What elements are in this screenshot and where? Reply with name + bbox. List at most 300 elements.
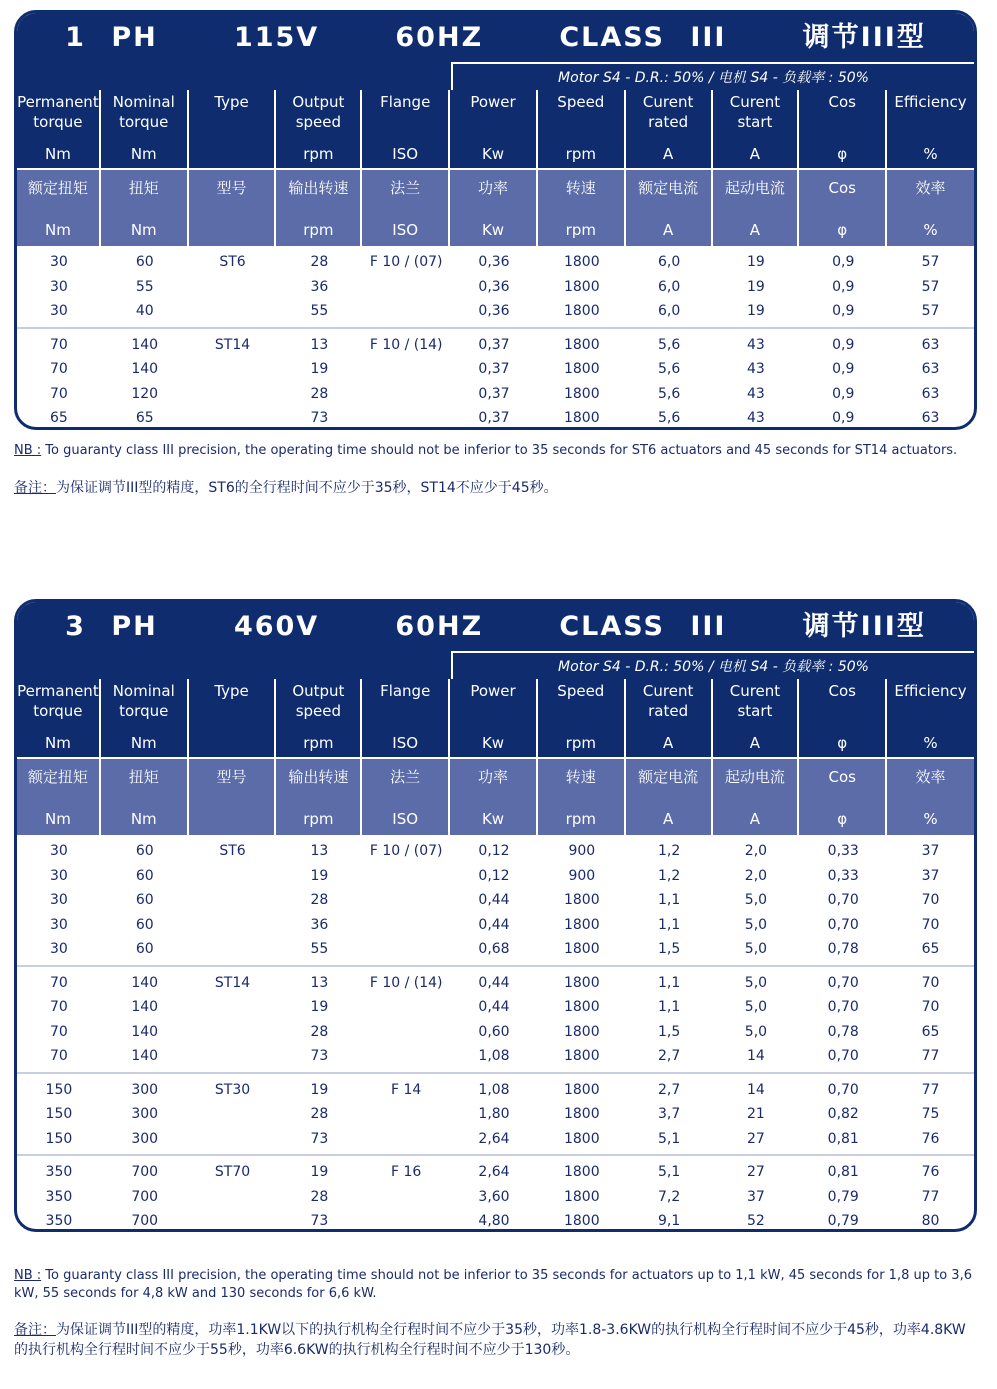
cell-cos-phi: 0,81 — [827, 1130, 859, 1147]
cell-cos-phi: 0,81 — [827, 1164, 859, 1181]
cell-cos-phi: 0,9 — [832, 385, 855, 402]
header-unit: % — [923, 221, 938, 239]
cell-output-speed: 36 — [310, 278, 329, 295]
cell-speed: 1800 — [563, 336, 600, 353]
cell-speed: 1800 — [563, 1130, 600, 1147]
header-unit: rpm — [565, 221, 596, 239]
cell-power: 0,12 — [478, 867, 510, 884]
cell-output-speed: 19 — [310, 1164, 329, 1181]
cell-current-rated: 7,2 — [657, 1188, 681, 1205]
cell-current-rated: 5,6 — [657, 361, 681, 378]
cell-current-start: 14 — [747, 1048, 765, 1065]
cell-efficiency: 77 — [921, 1048, 940, 1065]
header-nominal-torque — [101, 679, 189, 757]
cell-current-rated: 1,2 — [657, 843, 681, 860]
cell-permanent-torque: 350 — [45, 1188, 73, 1205]
header-type — [189, 679, 277, 757]
header-unit: rpm — [565, 810, 596, 828]
header-unit: φ — [837, 810, 848, 828]
cell-current-start: 52 — [747, 1213, 765, 1230]
row-group — [17, 1074, 974, 1157]
table1-header-en — [17, 90, 974, 168]
header-unit: A — [749, 145, 761, 163]
cell-current-rated: 1,5 — [657, 1023, 681, 1040]
cell-nominal-torque: 60 — [135, 254, 154, 271]
cell-cos-phi: 0,70 — [827, 1081, 859, 1098]
table1-panel — [14, 10, 977, 430]
cell-efficiency: 63 — [921, 410, 940, 427]
cell-cos-phi: 0,33 — [827, 843, 859, 860]
cell-current-start: 27 — [747, 1164, 765, 1181]
header-label: Type — [214, 93, 249, 111]
cell-type: ST14 — [214, 336, 251, 353]
cell-flange: F 10 / (14) — [369, 974, 443, 991]
cell-efficiency: 76 — [921, 1130, 940, 1147]
cell-output-speed: 13 — [310, 843, 329, 860]
header-label: Curent rated — [642, 682, 694, 720]
cell-nominal-torque: 40 — [135, 303, 154, 320]
table-row — [17, 839, 974, 864]
cell-current-start: 43 — [747, 410, 765, 427]
cell-current-start: 2,0 — [744, 843, 768, 860]
header-unit: % — [923, 145, 938, 163]
table2-panel — [14, 599, 977, 1232]
cell-current-start: 5,0 — [744, 916, 768, 933]
cell-cos-phi: 0,70 — [827, 892, 859, 909]
cell-current-rated: 1,1 — [657, 999, 681, 1016]
cell-speed: 1800 — [563, 1081, 600, 1098]
header-unit: % — [923, 810, 938, 828]
cell-output-speed: 28 — [310, 385, 329, 402]
header-cos-phi — [799, 168, 887, 246]
cell-power: 0,37 — [478, 385, 510, 402]
cell-cos-phi: 0,9 — [832, 303, 855, 320]
table2-title: 3 PH 460V 60HZ CLASS III 调节III型 — [17, 602, 974, 651]
note-label: 备注： — [14, 1322, 56, 1338]
header-unit: Kw — [481, 145, 505, 163]
cell-permanent-torque: 70 — [50, 999, 68, 1016]
header-current-rated — [626, 679, 713, 757]
header-label: 型号 — [216, 768, 247, 786]
cell-output-speed: 13 — [310, 336, 329, 353]
cell-efficiency: 76 — [921, 1164, 940, 1181]
header-unit: rpm — [303, 734, 334, 752]
cell-current-rated: 1,1 — [657, 916, 681, 933]
cell-output-speed: 13 — [310, 974, 329, 991]
cell-current-start: 5,0 — [744, 999, 768, 1016]
header-output-speed — [276, 679, 362, 757]
header-label: 型号 — [216, 179, 247, 197]
cell-nominal-torque: 140 — [131, 999, 159, 1016]
row-group — [17, 967, 974, 1074]
table-row — [17, 913, 974, 938]
cell-speed: 1800 — [563, 974, 600, 991]
cell-current-start: 5,0 — [744, 941, 768, 958]
cell-type: ST6 — [219, 254, 246, 271]
header-cos-phi — [799, 757, 887, 835]
header-flange — [362, 679, 450, 757]
header-label: 转速 — [565, 768, 596, 786]
cell-cos-phi: 0,9 — [832, 254, 855, 271]
cell-cos-phi: 0,70 — [827, 999, 859, 1016]
cell-cos-phi: 0,70 — [827, 974, 859, 991]
header-label: 输出转速 — [288, 179, 349, 197]
cell-output-speed: 28 — [310, 254, 329, 271]
cell-output-speed: 19 — [310, 361, 329, 378]
cell-output-speed: 28 — [310, 892, 329, 909]
header-label: 扭矩 — [128, 768, 159, 786]
cell-cos-phi: 0,70 — [827, 916, 859, 933]
cell-permanent-torque: 70 — [50, 1048, 68, 1065]
cell-power: 0,36 — [478, 303, 510, 320]
row-group — [17, 246, 974, 329]
header-speed — [538, 757, 626, 835]
cell-current-start: 27 — [747, 1130, 765, 1147]
cell-speed: 1800 — [563, 254, 600, 271]
cell-power: 0,36 — [478, 254, 510, 271]
header-label: Speed — [557, 93, 605, 111]
header-label: Nominal torque — [112, 682, 175, 720]
cell-type: ST6 — [219, 843, 246, 860]
cell-power: 0,60 — [478, 1023, 510, 1040]
header-unit: rpm — [303, 221, 334, 239]
cell-speed: 1800 — [563, 410, 600, 427]
cell-current-start: 19 — [747, 254, 765, 271]
cell-nominal-torque: 60 — [135, 916, 154, 933]
cell-speed: 1800 — [563, 361, 600, 378]
table1-title: 1 PH 115V 60HZ CLASS III 调节III型 — [17, 13, 974, 62]
cell-current-rated: 5,6 — [657, 410, 681, 427]
cell-cos-phi: 0,9 — [832, 336, 855, 353]
cell-output-speed: 19 — [310, 867, 329, 884]
note-text: 为保证调节III型的精度，ST6的全行程时间不应少于35秒，ST14不应少于45秒。 — [56, 480, 558, 496]
header-label: 转速 — [565, 179, 596, 197]
header-unit: A — [749, 734, 761, 752]
header-label: Curent start — [729, 682, 781, 720]
cell-cos-phi: 0,9 — [832, 361, 855, 378]
header-unit: Kw — [481, 221, 505, 239]
header-type — [189, 90, 277, 168]
header-speed — [538, 90, 626, 168]
cell-current-rated: 9,1 — [657, 1213, 681, 1230]
cell-speed: 1800 — [563, 941, 600, 958]
cell-permanent-torque: 30 — [50, 867, 68, 884]
cell-output-speed: 55 — [310, 303, 329, 320]
header-power — [450, 90, 538, 168]
header-label: Type — [214, 682, 249, 700]
cell-permanent-torque: 70 — [50, 336, 68, 353]
cell-efficiency: 57 — [921, 278, 940, 295]
cell-permanent-torque: 30 — [50, 941, 68, 958]
cell-nominal-torque: 60 — [135, 892, 154, 909]
header-label: Cos — [828, 93, 856, 111]
cell-power: 0,68 — [478, 941, 510, 958]
cell-power: 0,12 — [478, 843, 510, 860]
table1-motor-label: Motor S4 - D.R.: 50% / 电机 S4 - 负载率 : 50% — [451, 62, 974, 90]
cell-cos-phi: 0,79 — [827, 1188, 859, 1205]
table-row — [17, 1102, 974, 1127]
cell-cos-phi: 0,82 — [827, 1106, 859, 1123]
header-type — [189, 757, 277, 835]
cell-output-speed: 73 — [310, 1048, 329, 1065]
header-label: 功率 — [477, 179, 508, 197]
header-efficiency — [887, 679, 974, 757]
header-label: Flange — [380, 682, 431, 700]
cell-permanent-torque: 70 — [50, 385, 68, 402]
cell-cos-phi: 0,78 — [827, 1023, 859, 1040]
cell-power: 2,64 — [478, 1130, 510, 1147]
row-group — [17, 1156, 974, 1232]
cell-output-speed: 28 — [310, 1106, 329, 1123]
cell-efficiency: 70 — [921, 974, 940, 991]
cell-permanent-torque: 350 — [45, 1164, 73, 1181]
header-unit: rpm — [565, 145, 596, 163]
cell-power: 0,44 — [478, 974, 510, 991]
table2-header-en — [17, 679, 974, 757]
table2-motor-row — [17, 651, 974, 679]
cell-power: 0,44 — [478, 892, 510, 909]
header-unit: A — [662, 145, 674, 163]
row-group — [17, 835, 974, 967]
header-label: Cos — [828, 179, 856, 197]
cell-power: 0,44 — [478, 916, 510, 933]
header-label: Efficiency — [894, 682, 967, 700]
cell-type: ST70 — [214, 1164, 251, 1181]
header-unit: φ — [837, 221, 848, 239]
cell-current-start: 21 — [747, 1106, 765, 1123]
cell-efficiency: 70 — [921, 999, 940, 1016]
cell-nominal-torque: 65 — [135, 410, 154, 427]
note-label: NB : — [14, 443, 42, 458]
header-unit: φ — [837, 145, 848, 163]
cell-current-rated: 6,0 — [657, 278, 681, 295]
cell-current-rated: 1,2 — [657, 867, 681, 884]
cell-current-rated: 1,1 — [657, 974, 681, 991]
cell-efficiency: 65 — [921, 941, 940, 958]
header-unit: Nm — [44, 145, 71, 163]
header-output-speed — [276, 90, 362, 168]
cell-output-speed: 28 — [310, 1023, 329, 1040]
cell-current-start: 5,0 — [744, 1023, 768, 1040]
cell-power: 1,08 — [478, 1048, 510, 1065]
cell-output-speed: 73 — [310, 410, 329, 427]
cell-permanent-torque: 70 — [50, 1023, 68, 1040]
cell-current-rated: 5,1 — [657, 1164, 681, 1181]
header-permanent-torque — [17, 757, 101, 835]
header-efficiency — [887, 90, 974, 168]
header-label: Permanent torque — [17, 682, 99, 720]
cell-efficiency: 70 — [921, 892, 940, 909]
cell-nominal-torque: 700 — [131, 1188, 159, 1205]
cell-current-rated: 2,7 — [657, 1081, 681, 1098]
cell-type: ST14 — [214, 974, 251, 991]
header-output-speed — [276, 757, 362, 835]
cell-efficiency: 70 — [921, 916, 940, 933]
header-unit: A — [749, 221, 761, 239]
cell-permanent-torque: 350 — [45, 1213, 73, 1230]
table1-motor-row — [17, 62, 974, 90]
cell-cos-phi: 0,9 — [832, 278, 855, 295]
header-unit: Nm — [130, 734, 157, 752]
cell-output-speed: 19 — [310, 1081, 329, 1098]
header-label: Power — [470, 682, 516, 700]
cell-permanent-torque: 70 — [50, 361, 68, 378]
cell-flange: F 10 / (07) — [369, 254, 443, 271]
header-current-start — [713, 168, 800, 246]
header-unit: A — [662, 221, 674, 239]
header-unit: Nm — [130, 810, 157, 828]
cell-output-speed: 73 — [310, 1130, 329, 1147]
header-permanent-torque — [17, 168, 101, 246]
table-row — [17, 1160, 974, 1185]
header-label: 法兰 — [390, 768, 421, 786]
cell-power: 0,37 — [478, 336, 510, 353]
table2-header-cn — [17, 757, 974, 835]
cell-power: 3,60 — [478, 1188, 510, 1205]
cell-permanent-torque: 150 — [45, 1081, 73, 1098]
header-output-speed — [276, 168, 362, 246]
header-unit: Kw — [481, 810, 505, 828]
table-row — [17, 1044, 974, 1069]
cell-nominal-torque: 140 — [131, 1023, 159, 1040]
header-cos-phi — [799, 90, 887, 168]
table2-body — [17, 835, 974, 1232]
header-label: Speed — [557, 682, 605, 700]
cell-nominal-torque: 60 — [135, 843, 154, 860]
header-label: Cos — [828, 768, 856, 786]
note-label: NB : — [14, 1268, 42, 1283]
header-label: 起动电流 — [724, 179, 785, 197]
cell-current-rated: 5,1 — [657, 1130, 681, 1147]
cell-permanent-torque: 150 — [45, 1130, 73, 1147]
table1-note-en — [14, 442, 974, 460]
header-label: Output speed — [292, 93, 345, 131]
cell-current-start: 14 — [747, 1081, 765, 1098]
header-current-rated — [626, 90, 713, 168]
header-power — [450, 757, 538, 835]
cell-speed: 1800 — [563, 385, 600, 402]
cell-current-rated: 3,7 — [657, 1106, 681, 1123]
note-text: To guaranty class III precision, the operating time should not be inferior to 35 seconds for ST6 actuators and 45 seconds for ST14 actuators. — [41, 443, 958, 458]
cell-current-start: 19 — [747, 303, 765, 320]
header-flange — [362, 757, 450, 835]
cell-permanent-torque: 30 — [50, 843, 68, 860]
cell-nominal-torque: 60 — [135, 867, 154, 884]
cell-permanent-torque: 30 — [50, 916, 68, 933]
header-current-rated — [626, 757, 713, 835]
cell-efficiency: 57 — [921, 303, 940, 320]
table-row — [17, 1078, 974, 1103]
cell-current-start: 37 — [747, 1188, 765, 1205]
header-type — [189, 168, 277, 246]
header-current-rated — [626, 168, 713, 246]
header-power — [450, 168, 538, 246]
cell-speed: 1800 — [563, 1213, 600, 1230]
table-row — [17, 888, 974, 913]
header-label: Permanent torque — [17, 93, 99, 131]
cell-power: 2,64 — [478, 1164, 510, 1181]
cell-nominal-torque: 700 — [131, 1213, 159, 1230]
header-unit: Nm — [130, 145, 157, 163]
cell-current-start: 43 — [747, 385, 765, 402]
cell-output-speed: 28 — [310, 1188, 329, 1205]
header-efficiency — [887, 168, 974, 246]
header-label: 效率 — [915, 768, 946, 786]
cell-output-speed: 55 — [310, 941, 329, 958]
header-unit: ISO — [392, 810, 419, 828]
header-nominal-torque — [101, 90, 189, 168]
header-label: Curent rated — [642, 93, 694, 131]
header-unit: A — [662, 734, 674, 752]
cell-current-start: 43 — [747, 336, 765, 353]
header-flange — [362, 168, 450, 246]
cell-efficiency: 37 — [921, 867, 940, 884]
header-label: 额定扭矩 — [27, 768, 88, 786]
header-cos-phi — [799, 679, 887, 757]
cell-nominal-torque: 140 — [131, 1048, 159, 1065]
table-row — [17, 1185, 974, 1210]
header-unit: rpm — [303, 810, 334, 828]
row-group — [17, 329, 974, 431]
header-current-start — [713, 679, 800, 757]
cell-power: 0,36 — [478, 278, 510, 295]
cell-current-rated: 5,6 — [657, 336, 681, 353]
cell-cos-phi: 0,70 — [827, 1048, 859, 1065]
table-row — [17, 864, 974, 889]
cell-efficiency: 63 — [921, 361, 940, 378]
header-power — [450, 679, 538, 757]
cell-nominal-torque: 300 — [131, 1106, 159, 1123]
cell-speed: 1800 — [563, 892, 600, 909]
cell-efficiency: 77 — [921, 1081, 940, 1098]
cell-speed: 1800 — [563, 303, 600, 320]
cell-speed: 1800 — [563, 1188, 600, 1205]
header-unit: Nm — [130, 221, 157, 239]
cell-current-start: 43 — [747, 361, 765, 378]
cell-nominal-torque: 700 — [131, 1164, 159, 1181]
header-unit: % — [923, 734, 938, 752]
cell-permanent-torque: 30 — [50, 303, 68, 320]
cell-power: 1,08 — [478, 1081, 510, 1098]
cell-nominal-torque: 140 — [131, 336, 159, 353]
cell-power: 4,80 — [478, 1213, 510, 1230]
cell-output-speed: 19 — [310, 999, 329, 1016]
cell-speed: 900 — [568, 867, 596, 884]
table2-note-en — [14, 1267, 974, 1303]
cell-efficiency: 37 — [921, 843, 940, 860]
header-label: Cos — [828, 682, 856, 700]
table2-note-cn — [14, 1320, 974, 1360]
table-row — [17, 357, 974, 382]
cell-efficiency: 63 — [921, 385, 940, 402]
cell-efficiency: 63 — [921, 336, 940, 353]
table-row — [17, 1020, 974, 1045]
cell-nominal-torque: 300 — [131, 1081, 159, 1098]
table-row — [17, 299, 974, 324]
cell-speed: 1800 — [563, 1023, 600, 1040]
header-label: 起动电流 — [724, 768, 785, 786]
table-row — [17, 995, 974, 1020]
header-permanent-torque — [17, 679, 101, 757]
header-label: Efficiency — [894, 93, 967, 111]
cell-nominal-torque: 140 — [131, 361, 159, 378]
cell-current-rated: 2,7 — [657, 1048, 681, 1065]
cell-nominal-torque: 60 — [135, 941, 154, 958]
header-label: 法兰 — [390, 179, 421, 197]
cell-speed: 1800 — [563, 278, 600, 295]
cell-speed: 1800 — [563, 1106, 600, 1123]
cell-power: 0,37 — [478, 410, 510, 427]
